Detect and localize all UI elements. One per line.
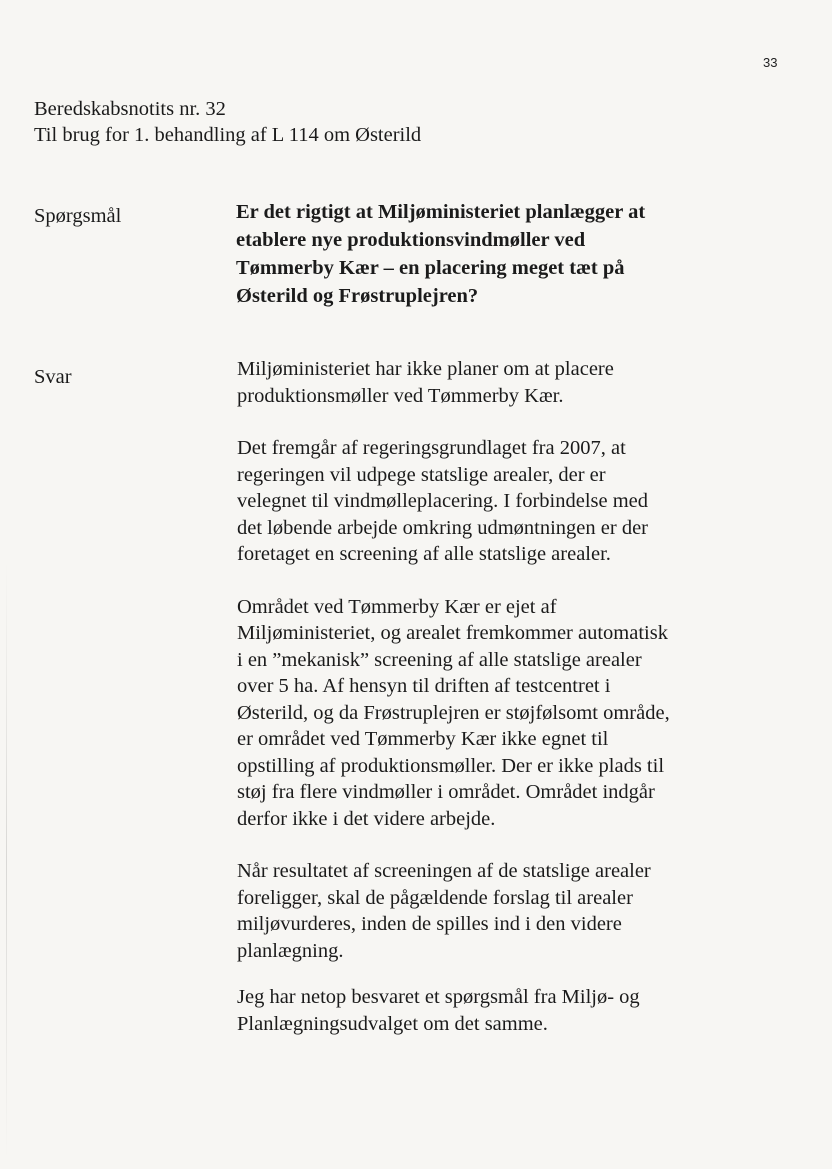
notice-title: Beredskabsnotits nr. 32	[34, 98, 226, 120]
answer-line: velegnet til vindmølleplacering. I forbindelse med	[237, 490, 649, 512]
answer-paragraph	[237, 435, 722, 568]
scan-edge-shadow	[6, 560, 7, 1160]
answer-line: Det fremgår af regeringsgrundlaget fra 2007, at	[237, 437, 626, 459]
answer-line: støj fra flere vindmøller i området. Området indgår	[237, 781, 655, 803]
page-number: 33	[763, 55, 778, 70]
answer-line: det løbende arbejde omkring udmøntningen er der	[237, 516, 649, 539]
answer-line: planlægning.	[237, 939, 344, 962]
notice-subtitle: Til brug for 1. behandling af L 114 om Østerild	[34, 124, 422, 146]
question-line: Tømmerby Kær – en placering meget tæt på	[236, 257, 625, 279]
answer-line: produktionsmøller ved Tømmerby Kær.	[237, 384, 564, 407]
question-line: Er det rigtigt at Miljøministeriet planlægger at	[236, 201, 646, 223]
answer-body	[237, 356, 722, 1060]
answer-line: over 5 ha. Af hensyn til driften af testcentret i	[237, 675, 611, 697]
answer-line: Området ved Tømmerby Kær er ejet af	[237, 595, 557, 618]
answer-paragraph	[237, 984, 722, 1037]
answer-line: er området ved Tømmerby Kær ikke egnet til	[237, 728, 609, 750]
question-line: etablere nye produktionsvindmøller ved	[236, 229, 586, 251]
answer-line: Miljøministeriet har ikke planer om at placere	[237, 358, 614, 380]
answer-line: Østerild, og da Frøstruplejren er støjfølsomt område,	[237, 701, 670, 724]
answer-line: foreligger, skal de pågældende forslag til arealer	[237, 886, 633, 909]
answer-paragraph	[237, 356, 722, 409]
question-text	[236, 198, 706, 310]
answer-paragraph	[237, 594, 722, 833]
answer-paragraph	[237, 858, 722, 964]
answer-line: Miljøministeriet, og arealet fremkommer automatisk	[237, 622, 668, 644]
answer-line: Planlægningsudvalget om det samme.	[237, 1012, 548, 1035]
answer-line: Når resultatet af screeningen af de statslige arealer	[237, 860, 651, 882]
answer-line: derfor ikke i det videre arbejde.	[237, 807, 496, 830]
answer-line: miljøvurderes, inden de spilles ind i den videre	[237, 913, 622, 935]
question-label: Spørgsmål	[34, 205, 122, 227]
answer-line: Jeg har netop besvaret et spørgsmål fra Miljø- og	[237, 986, 640, 1008]
document-header	[34, 96, 421, 148]
answer-line: regeringen vil udpege statslige arealer, der er	[237, 463, 606, 486]
answer-line: i en ”mekanisk” screening af alle statslige arealer	[237, 648, 642, 671]
question-line: Østerild og Frøstruplejren?	[236, 285, 479, 307]
answer-label: Svar	[34, 366, 72, 388]
answer-line: opstilling af produktionsmøller. Der er ikke plads til	[237, 754, 665, 777]
answer-line: foretaget en screening af alle statslige arealer.	[237, 543, 611, 565]
